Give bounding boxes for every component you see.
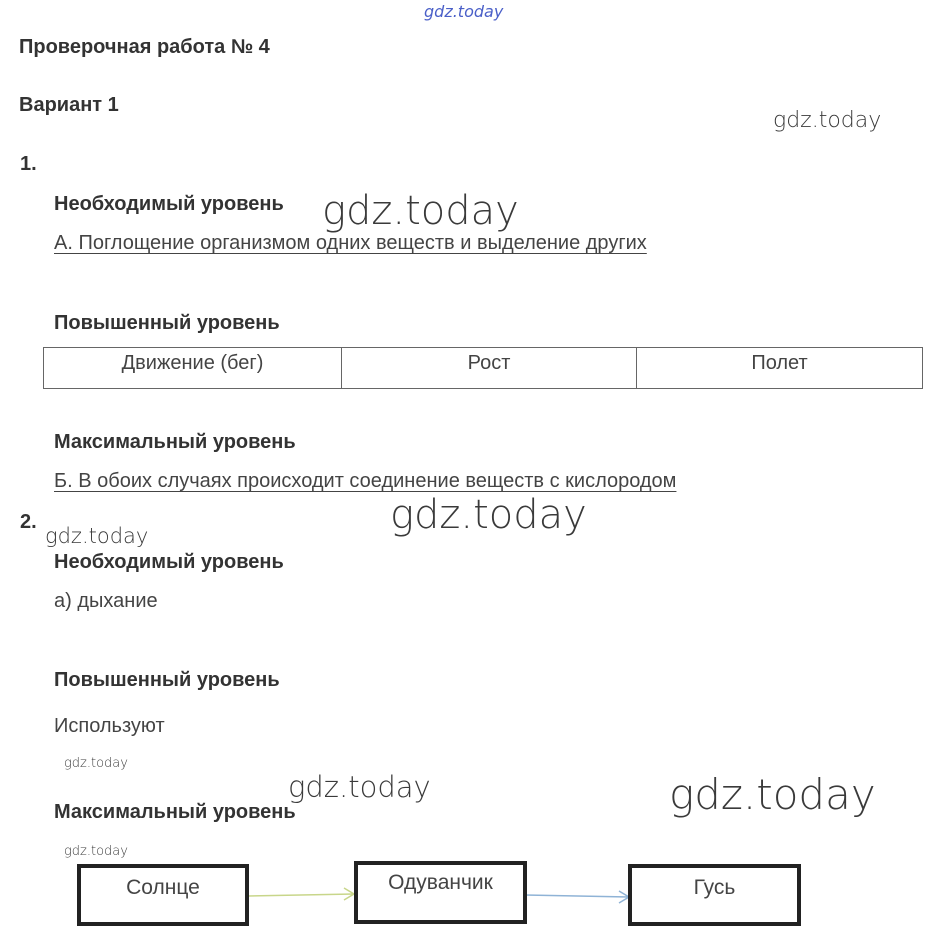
page-title: Проверочная работа № 4 — [19, 36, 270, 58]
q1-level1-heading: Необходимый уровень — [54, 193, 284, 215]
watermark: gdz.today — [64, 756, 128, 771]
question-2-number: 2. — [20, 511, 37, 533]
arrow-sun-to-dandelion — [248, 894, 354, 896]
table-cell: Полет — [637, 348, 923, 389]
table-cell: Движение (бег) — [44, 348, 342, 389]
chain-label: Солнце — [126, 876, 200, 899]
table-cell: Рост — [342, 348, 637, 389]
watermark: gdz.today — [322, 188, 519, 234]
watermark: gdz.today — [669, 770, 876, 819]
watermark: gdz.today — [390, 492, 587, 538]
q2-level1-answer: а) дыхание — [54, 590, 158, 612]
watermark: gdz.today — [288, 770, 431, 804]
q1-level3-answer: Б. В обоих случаях происходит соединение веществ с кислородом — [54, 470, 677, 492]
q2-level2-answer: Используют — [54, 715, 165, 737]
q2-level1-heading: Необходимый уровень — [54, 551, 284, 573]
q2-level3-heading: Максимальный уровень — [54, 801, 296, 823]
watermark: gdz.today — [64, 844, 128, 859]
q1-level1-answer: А. Поглощение организмом одних веществ и выделение других — [54, 232, 647, 254]
arrow-dandelion-to-goose — [525, 895, 629, 897]
question-1-number: 1. — [20, 153, 37, 175]
watermark-top: gdz.today — [424, 2, 504, 21]
q1-level2-heading: Повышенный уровень — [54, 312, 280, 334]
q2-level2-heading: Повышенный уровень — [54, 669, 280, 691]
chain-box-dandelion — [354, 861, 527, 924]
watermark: gdz.today — [773, 108, 882, 133]
chain-label: Гусь — [693, 876, 736, 899]
variant-label: Вариант 1 — [19, 94, 119, 116]
chain-box-sun — [77, 864, 249, 926]
chain-box-goose — [628, 864, 801, 926]
q1-level3-heading: Максимальный уровень — [54, 431, 296, 453]
chain-label: Одуванчик — [388, 871, 493, 894]
watermark: gdz.today — [45, 524, 149, 548]
